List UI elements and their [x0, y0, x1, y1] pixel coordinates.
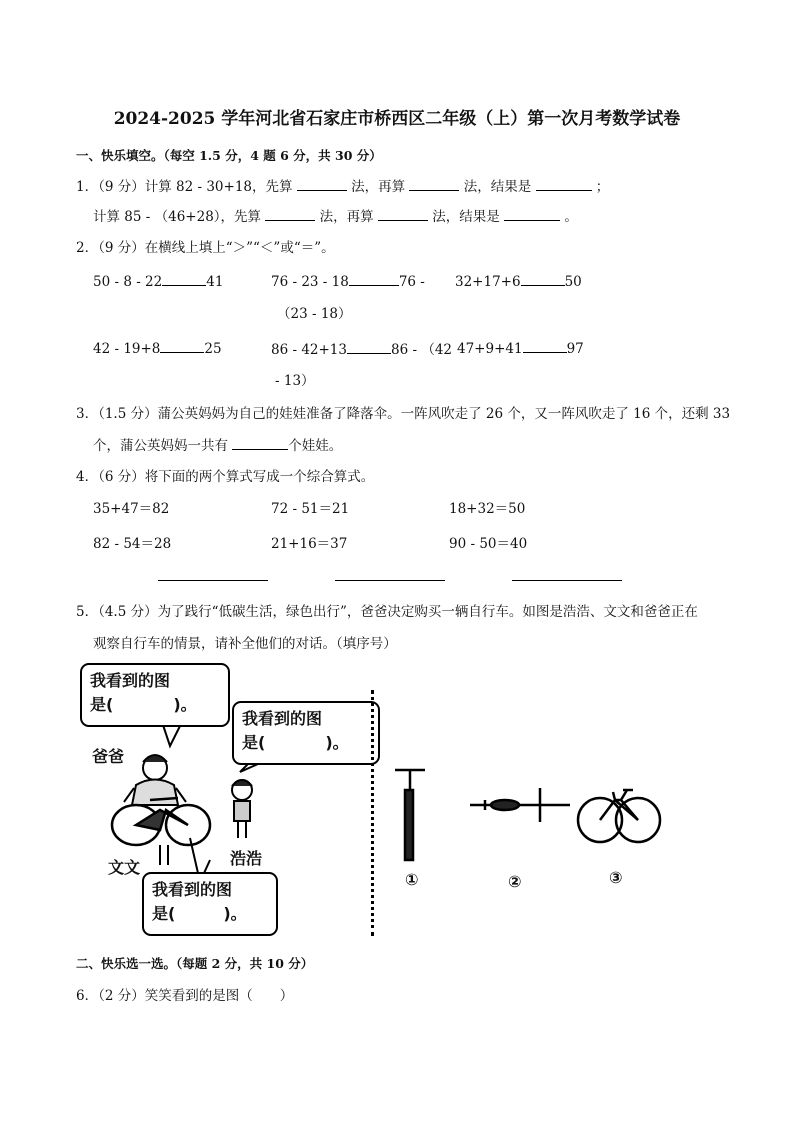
wenwen-figure: [160, 845, 168, 865]
q5-line2: 观察自行车的情景，请补全他们的对话。（填序号）: [93, 636, 397, 652]
answer-blank[interactable]: [504, 206, 560, 221]
q2-text: 2．（9 分）在横线上填上“＞”“＜”或“＝”。: [76, 240, 335, 256]
expr: 25: [204, 341, 222, 357]
bike-top-view-icon: [470, 788, 570, 822]
q2-item: [455, 271, 582, 290]
expr: 76 - 23 - 18: [271, 274, 349, 290]
bubble-text: )。: [223, 904, 247, 923]
bubble-text: 是(: [90, 695, 114, 714]
label-1: ①: [405, 870, 419, 889]
answer-blank[interactable]: [265, 206, 315, 221]
expr: 76 -: [398, 274, 425, 290]
q3-text: 个，蒲公英妈妈一共有: [93, 438, 228, 454]
q1-text: 计算 85 - （46+28），先算: [93, 209, 262, 225]
q2-item: [271, 271, 425, 290]
label-3: ③: [609, 868, 623, 887]
q4-eq: 35+47＝82: [93, 501, 170, 517]
answer-blank[interactable]: [536, 176, 592, 191]
q2-item-cont: （23 - 18）: [277, 306, 352, 322]
answer-blank[interactable]: [521, 271, 565, 286]
q2-item: [457, 338, 584, 357]
q1-text: 法，结果是: [463, 179, 532, 195]
dotted-divider: [371, 690, 374, 936]
answer-blank[interactable]: [297, 176, 347, 191]
expr: 86 - 42+13: [271, 342, 347, 358]
section1-heading: 一、快乐填空。（每空 1.5 分，4 题 6 分，共 30 分）: [76, 148, 382, 163]
section2-heading: 二、快乐选一选。（每题 2 分，共 10 分）: [76, 956, 314, 971]
name-dad: 爸爸: [92, 747, 125, 766]
q1-line1: [76, 175, 609, 195]
haohao-figure: [232, 780, 252, 838]
bubble-answer-line: [152, 902, 268, 926]
q1-text: 法，再算: [319, 209, 374, 225]
q2-item-cont: - 13）: [275, 373, 315, 389]
expr: 50 - 8 - 22: [93, 274, 163, 290]
answer-line[interactable]: [512, 580, 622, 581]
bubble-text: 我看到的图: [90, 671, 171, 690]
page-title: 2024-2025 学年河北省石家庄市桥西区二年级（上）第一次月考数学试卷: [113, 109, 681, 129]
q4-text: 4．（6 分）将下面的两个算式写成一个综合算式。: [76, 469, 375, 485]
bubble-text: 是(: [152, 904, 176, 923]
answer-line[interactable]: [158, 580, 268, 581]
answer-blank[interactable]: [232, 435, 288, 450]
q1-text: 1．（9 分）计算 82 - 30+18，先算: [76, 179, 293, 195]
bubble-answer-line: [90, 693, 220, 717]
q1-text: 法，再算: [351, 179, 406, 195]
label-2: ②: [508, 872, 522, 891]
q4-eq: 18+32＝50: [449, 501, 526, 517]
bike-front-view-icon: [395, 770, 425, 860]
speech-bubble-wenwen: [142, 872, 278, 936]
expr: 97: [566, 341, 584, 357]
bubble-text: 是(: [242, 733, 266, 752]
q1-text: 。: [564, 209, 578, 225]
bike-side-view-icon: [578, 790, 660, 842]
expr: 41: [206, 274, 224, 290]
bubble-text: )。: [173, 695, 197, 714]
bike-views: [385, 760, 675, 870]
answer-blank[interactable]: [409, 176, 459, 191]
answer-blank[interactable]: [378, 206, 428, 221]
expr: 32+17+6: [455, 274, 521, 290]
q1-line2: [93, 205, 578, 225]
q3-text: 个娃娃。: [288, 438, 343, 454]
bubble-answer-line: [242, 731, 370, 755]
expr: 50: [564, 274, 582, 290]
answer-blank[interactable]: [523, 338, 567, 353]
q2-item: [93, 271, 223, 290]
bubble-text: )。: [325, 733, 349, 752]
q3-line2: [93, 434, 342, 454]
q4-eq: 82 - 54＝28: [93, 536, 172, 552]
answer-blank[interactable]: [347, 339, 391, 354]
q1-text: ；: [595, 179, 610, 195]
q4-eq: 72 - 51＝21: [271, 501, 350, 517]
answer-line[interactable]: [335, 580, 445, 581]
speech-bubble-dad: [80, 663, 230, 727]
expr: 47+9+41: [457, 341, 523, 357]
name-haohao: 浩浩: [230, 849, 263, 868]
q2-item: [271, 338, 452, 358]
q4-eq: 21+16＝37: [271, 536, 348, 552]
answer-blank[interactable]: [162, 271, 206, 286]
answer-blank[interactable]: [160, 338, 204, 353]
q1-text: 法，结果是: [432, 209, 500, 225]
q3-line1: 3．（1.5 分）蒲公英妈妈为自己的娃娃准备了降落伞。一阵风吹走了 26 个，又一阵风吹走了 16 个，还剩 33: [76, 406, 731, 422]
name-wenwen: 文文: [108, 858, 141, 877]
bubble-text: 我看到的图: [152, 880, 233, 899]
q2-item: [93, 338, 222, 357]
expr: 42 - 19+8: [93, 341, 161, 357]
q4-eq: 90 - 50＝40: [449, 536, 528, 552]
answer-blank[interactable]: [349, 271, 399, 286]
q5-line1: 5．（4.5 分）为了践行“低碳生活，绿色出行”，爸爸决定购买一辆自行车。如图是浩浩、文文和爸爸正在: [76, 604, 698, 620]
speech-bubble-haohao: [232, 701, 380, 765]
q6-text: 6．（2 分）笑笑看到的是图（ ）: [76, 988, 294, 1004]
bubble-text: 我看到的图: [242, 709, 323, 728]
expr: 86 - （42: [391, 342, 453, 358]
